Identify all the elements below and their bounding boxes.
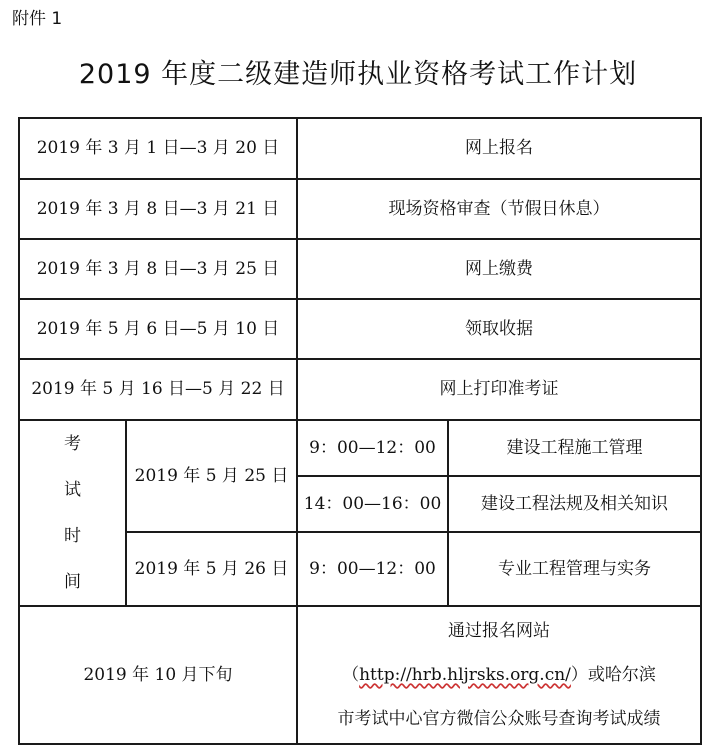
results-line2: （http://hrb.hljrsks.org.cn/）或哈尔滨 bbox=[342, 665, 656, 685]
results-url-link[interactable]: http://hrb.hljrsks.org.cn/ bbox=[359, 665, 571, 685]
table-row bbox=[19, 239, 701, 299]
exam-session-time: 14：00—16：00 bbox=[297, 476, 448, 532]
schedule-date-cell: 2019 年 3 月 8 日—3 月 25 日 bbox=[19, 239, 297, 299]
results-line1: 通过报名网站 bbox=[448, 621, 551, 641]
table-row bbox=[19, 299, 701, 359]
exam-day1-date: 2019 年 5 月 25 日 bbox=[126, 420, 297, 532]
attachment-label: 附件 1 bbox=[12, 9, 63, 29]
schedule-task-cell: 网上报名 bbox=[297, 118, 701, 179]
results-info-cell bbox=[297, 606, 701, 744]
table-row bbox=[19, 606, 701, 744]
schedule-task-cell: 网上缴费 bbox=[297, 239, 701, 299]
schedule-date-cell: 2019 年 3 月 1 日—3 月 20 日 bbox=[19, 118, 297, 179]
document-title: 2019 年度二级建造师执业资格考试工作计划 bbox=[78, 59, 638, 90]
schedule-task-cell: 现场资格审查（节假日休息） bbox=[297, 179, 701, 239]
table-row bbox=[19, 359, 701, 420]
results-date-cell: 2019 年 10 月下旬 bbox=[19, 606, 297, 744]
schedule-date-cell: 2019 年 5 月 6 日—5 月 10 日 bbox=[19, 299, 297, 359]
schedule-task-cell: 领取收据 bbox=[297, 299, 701, 359]
exam-session-subject: 专业工程管理与实务 bbox=[448, 532, 701, 606]
table-row bbox=[19, 420, 701, 476]
exam-session-subject: 建设工程施工管理 bbox=[448, 420, 701, 476]
exam-session-time: 9：00—12：00 bbox=[297, 420, 448, 476]
schedule-date-cell: 2019 年 3 月 8 日—3 月 21 日 bbox=[19, 179, 297, 239]
schedule-table bbox=[18, 117, 702, 745]
table-row bbox=[19, 179, 701, 239]
exam-session-time: 9：00—12：00 bbox=[297, 532, 448, 606]
exam-time-label: 考 试 时 间 bbox=[19, 420, 126, 606]
results-line3: 市考试中心官方微信公众账号查询考试成绩 bbox=[337, 709, 661, 729]
table-row bbox=[19, 118, 701, 179]
exam-day2-date: 2019 年 5 月 26 日 bbox=[126, 532, 297, 606]
schedule-task-cell: 网上打印准考证 bbox=[297, 359, 701, 420]
schedule-date-cell: 2019 年 5 月 16 日—5 月 22 日 bbox=[19, 359, 297, 420]
exam-session-subject: 建设工程法规及相关知识 bbox=[448, 476, 701, 532]
